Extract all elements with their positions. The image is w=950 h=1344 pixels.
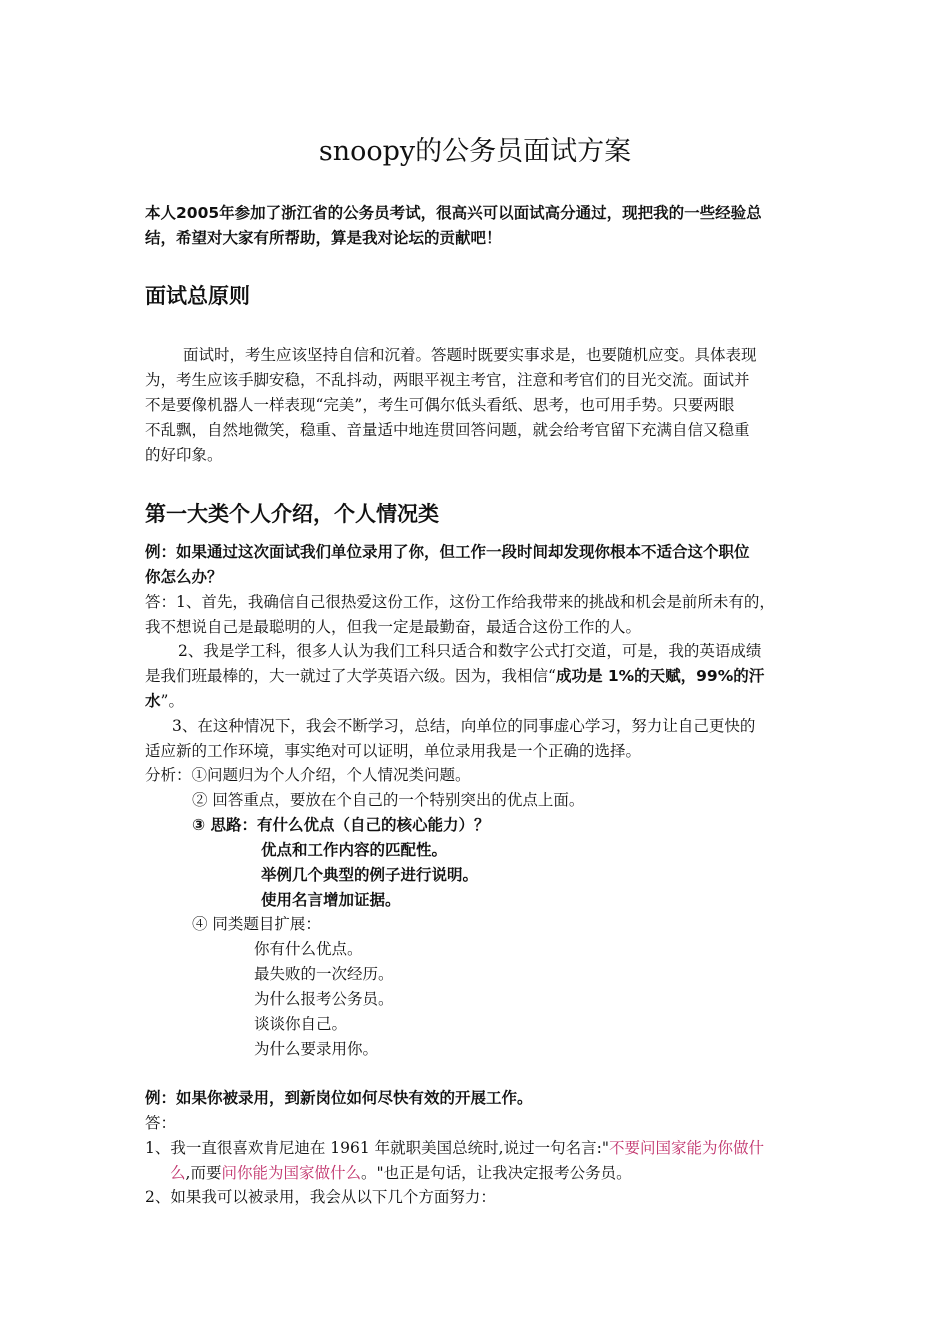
highlight-text: 问你能为国家做什么 [221, 1164, 361, 1182]
highlight-text: 么 [170, 1164, 186, 1182]
paragraph-line: 为，考生应该手脚安稳，不乱抖动，两眼平视主考官，注意和考官们的目光交流。面试并 [145, 371, 750, 389]
answer-text: 1、我一直很喜欢肯尼迪在 1961 年就职美国总统时,说过一句名言:" [145, 1139, 609, 1157]
analysis-line: ② 回答重点，要放在个自己的一个特别突出的优点上面。 [192, 791, 585, 809]
answer-line: 3、在这种情况下，我会不断学习，总结，向单位的同事虚心学习，努力让自己更快的 [172, 717, 756, 735]
thinking-line: ③ 思路：有什么优点（自己的核心能力）？ [192, 816, 490, 834]
thinking-line: 使用名言增加证据。 [261, 891, 401, 909]
answer-text: 是我们班最棒的，大一就过了大学英语六级。因为，我相信“ [145, 667, 556, 685]
extension-item: 谈谈你自己。 [254, 1015, 348, 1033]
question-line: 例：如果你被录用，到新岗位如何尽快有效的开展工作。 [145, 1089, 533, 1107]
paragraph-line: 不乱飘，自然地微笑，稳重、音量适中地连贯回答问题，就会给考官留下充满自信又稳重 [145, 421, 750, 439]
analysis-line: 分析：①问题归为个人介绍，个人情况类问题。 [145, 766, 471, 784]
answer-line [145, 1138, 764, 1158]
paragraph-line: 的好印象。 [145, 446, 223, 464]
answer-text: 。"也正是句话，让我决定报考公务员。 [360, 1164, 632, 1182]
extension-item: 为什么报考公务员。 [254, 990, 394, 1008]
answer-line [170, 1163, 632, 1183]
answer-label: 答： [145, 1114, 177, 1132]
extension-item: 最失败的一次经历。 [254, 965, 394, 983]
document-title: snoopy的公务员面试方案 [318, 136, 632, 167]
quote-text: 水 [145, 692, 161, 710]
answer-line: 我不想说自己是最聪明的人，但我一定是最勤奋，最适合这份工作的人。 [145, 618, 642, 636]
paragraph-line: 不是要像机器人一样表现“完美”，考生可偶尔低头看纸、思考，也可用手势。只要两眼 [145, 396, 735, 414]
section-heading-personal: 第一大类个人介绍，个人情况类 [145, 502, 439, 526]
answer-line: 2、如果我可以被录用，我会从以下几个方面努力： [145, 1188, 496, 1206]
answer-line: 答：1、首先，我确信自己很热爱这份工作，这份工作给我带来的挑战和机会是前所未有的， [145, 593, 775, 611]
intro-line-1: 本人2005年参加了浙江省的公务员考试，很高兴可以面试高分通过，现把我的一些经验总 [145, 204, 762, 222]
answer-line: 适应新的工作环境，事实绝对可以证明，单位录用我是一个正确的选择。 [145, 742, 642, 760]
question-line: 例：如果通过这次面试我们单位录用了你，但工作一段时间却发现你根本不适合这个职位 [145, 543, 750, 561]
intro-line-2: 结，希望对大家有所帮助，算是我对论坛的贡献吧！ [145, 229, 502, 247]
answer-line: 2、我是学工科，很多人认为我们工科只适合和数字公式打交道，可是，我的英语成绩 [178, 642, 762, 660]
question-line: 你怎么办？ [145, 568, 223, 586]
extension-item: 你有什么优点。 [254, 940, 363, 958]
quote-text: 成功是 1%的天赋，99%的汗 [555, 667, 765, 685]
answer-line [145, 666, 764, 686]
extension-item: 为什么要录用你。 [254, 1040, 379, 1058]
thinking-line: 优点和工作内容的匹配性。 [261, 841, 448, 859]
answer-line [145, 691, 184, 711]
highlight-text: 不要问国家能为你做什 [608, 1139, 764, 1157]
extension-label: ④ 同类题目扩展： [192, 915, 321, 933]
section-heading-principles: 面试总原则 [145, 284, 250, 308]
thinking-line: 举例几个典型的例子进行说明。 [261, 866, 479, 884]
answer-text: ,而要 [185, 1164, 222, 1182]
quote-end: ”。 [160, 692, 184, 710]
paragraph-line: 面试时，考生应该坚持自信和沉着。答题时既要实事求是，也要随机应变。具体表现 [183, 346, 757, 364]
